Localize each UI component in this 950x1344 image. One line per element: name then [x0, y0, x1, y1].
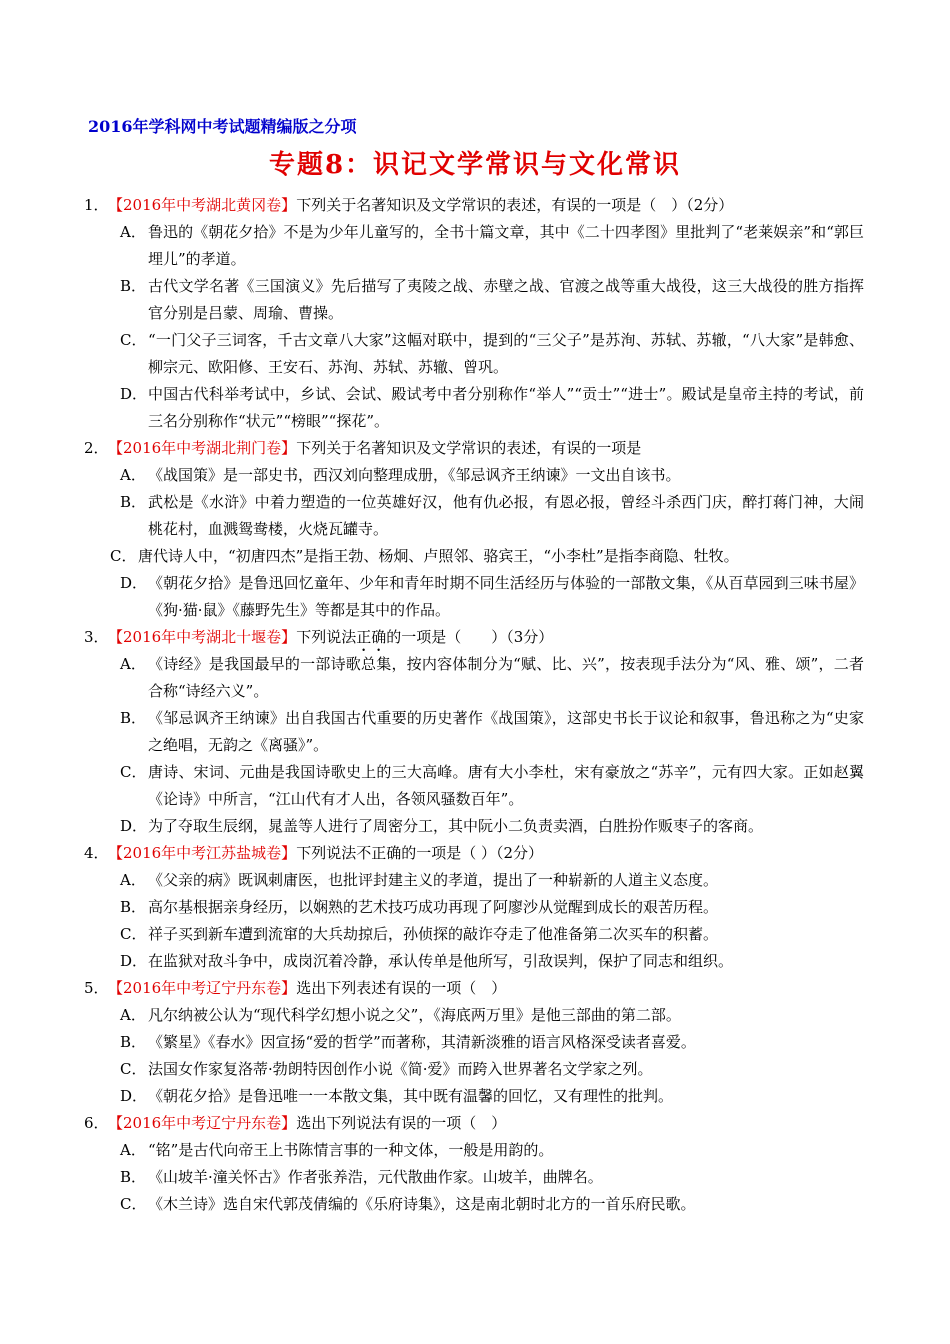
option-text: 《朝花夕拾》是鲁迅唯一一本散文集，其中既有温馨的回忆，又有理性的批判。 [148, 1087, 674, 1105]
option-text: 唐代诗人中，“初唐四杰”是指王勃、杨炯、卢照邻、骆宾王，“小李杜”是指李商隐、牡牧。 [138, 547, 739, 565]
question-text: 下列说法不正确的一项是（ ）（2分） [296, 844, 544, 862]
option-d [0, 1083, 950, 1110]
option-letter: D． [120, 952, 148, 970]
option-text: 古代文学名著《三国演义》先后描写了夷陵之战、赤壁之战、官渡之战等重大战役，这三大战役的胜方指挥官分别是吕蒙、周瑜、曹操。 [148, 277, 864, 322]
option-letter: B． [120, 277, 147, 295]
option-text: 《战国策》是一部史书，西汉刘向整理成册，《邹忌讽齐王纳谏》一文出自该书。 [148, 466, 681, 484]
emphasized-word: 正确 [356, 628, 387, 646]
option-a [0, 1137, 950, 1164]
question-stem [0, 624, 950, 651]
page-title: 专题8：识记文学常识与文化常识 [268, 150, 682, 180]
option-letter: B． [120, 898, 147, 916]
option-text: 《父亲的病》既讽刺庸医，也批评封建主义的孝道，提出了一种崭新的人道主义态度。 [148, 871, 719, 889]
option-letter: C． [120, 925, 147, 943]
question-number: 2． [84, 439, 109, 457]
option-text: 唐诗、宋词、元曲是我国诗歌史上的三大高峰。唐有大小李杜，宋有豪放之“苏辛”，元有四大家。正如赵翼《论诗》中所言，“江山代有才人出，各领风骚数百年”。 [148, 763, 864, 808]
question-stem [0, 840, 950, 867]
option-d [0, 570, 950, 624]
option-b [0, 894, 950, 921]
question-source: 【2016年中考江苏盐城卷】 [108, 844, 297, 862]
option-letter: A． [120, 655, 146, 673]
option-text: 凡尔纳被公认为“现代科学幻想小说之父”，《海底两万里》是他三部曲的第二部。 [148, 1006, 681, 1024]
option-d [0, 381, 950, 435]
option-text: 祥子买到新车遭到流窜的大兵劫掠后，孙侦探的敲诈夺走了他准备第二次买车的积蓄。 [148, 925, 719, 943]
question-source: 【2016年中考湖北十堰卷】 [108, 628, 297, 646]
question-1 [0, 192, 950, 435]
question-number: 5． [84, 979, 109, 997]
option-text: 为了夺取生辰纲，晁盖等人进行了周密分工，其中阮小二负责卖酒，白胜扮作贩枣子的客商。 [148, 817, 764, 835]
option-letter: D． [120, 817, 148, 835]
option-b [0, 1029, 950, 1056]
option-text: 《邹忌讽齐王纳谏》出自我国古代重要的历史著作《战国策》，这部史书长于议论和叙事，鲁迅称之为“史家之绝唱，无韵之《离骚》”。 [148, 709, 864, 754]
option-text: 《山坡羊·潼关怀古》作者张养浩，元代散曲作家。山坡羊，曲牌名。 [148, 1168, 603, 1186]
option-d [0, 948, 950, 975]
option-text: 在监狱对敌斗争中，成岗沉着冷静，承认传单是他所写，引敌误判，保护了同志和组织。 [148, 952, 734, 970]
option-letter: B． [120, 709, 147, 727]
option-letter: B． [120, 1168, 147, 1186]
question-stem [0, 1110, 950, 1137]
option-letter: D． [120, 1087, 148, 1105]
option-letter: D． [120, 574, 148, 592]
question-text: 下列关于名著知识及文学常识的表述，有误的一项是 [296, 439, 642, 457]
question-number: 4． [84, 844, 109, 862]
question-source: 【2016年中考湖北荆门卷】 [108, 439, 297, 457]
question-text: 选出下列说法有误的一项（ ） [296, 1114, 507, 1132]
option-text: 法国女作家复洛蒂·勃朗特因创作小说《简·爱》而跨入世界著名文学家之列。 [148, 1060, 653, 1078]
question-number: 3． [84, 628, 109, 646]
option-letter: A． [120, 1006, 146, 1024]
question-text-tail: 的一项是（ ）（3分） [386, 628, 554, 646]
question-stem [0, 192, 950, 219]
option-a [0, 219, 950, 273]
option-letter: A． [120, 466, 146, 484]
question-stem [0, 975, 950, 1002]
option-text: “铭”是古代向帝王上书陈情言事的一种文体，一般是用韵的。 [148, 1141, 554, 1159]
question-list [0, 192, 950, 1218]
option-letter: C． [110, 547, 137, 565]
question-number: 6． [84, 1114, 109, 1132]
option-c [0, 1191, 950, 1218]
option-c [0, 327, 950, 381]
option-text: “一门父子三词客，千古文章八大家”这幅对联中，提到的“三父子”是苏洵、苏轼、苏辙，“八大家”是韩愈、柳宗元、欧阳修、王安石、苏洵、苏轼、苏辙、曾巩。 [148, 331, 864, 376]
option-b [0, 489, 950, 543]
option-letter: C． [120, 1195, 147, 1213]
option-letter: C． [120, 763, 147, 781]
question-source: 【2016年中考辽宁丹东卷】 [108, 979, 297, 997]
option-text: 《朝花夕拾》是鲁迅回忆童年、少年和青年时期不同生活经历与体验的一部散文集，《从百草园到三味书屋》《狗·猫·鼠》《藤野先生》等都是其中的作品。 [148, 574, 864, 619]
option-text: 《繁星》《春水》因宣扬“爱的哲学”而著称，其清新淡雅的语言风格深受读者喜爱。 [148, 1033, 696, 1051]
question-6 [0, 1110, 950, 1218]
option-a [0, 651, 950, 705]
option-b [0, 705, 950, 759]
option-text: 武松是《水浒》中着力塑造的一位英雄好汉，他有仇必报，有恩必报，曾经斗杀西门庆，醉打蒋门神，大闹桃花村，血溅鸳鸯楼，火烧瓦罐寺。 [148, 493, 864, 538]
option-text: 鲁迅的《朝花夕拾》不是为少年儿童写的，全书十篇文章，其中《二十四孝图》里批判了“老莱娱亲”和“郭巨埋儿”的孝道。 [148, 223, 864, 268]
question-3 [0, 624, 950, 840]
option-c [0, 1056, 950, 1083]
question-number: 1． [84, 196, 109, 214]
option-a [0, 1002, 950, 1029]
option-letter: A． [120, 871, 146, 889]
option-letter: C． [120, 1060, 147, 1078]
question-2 [0, 435, 950, 624]
series-header: 2016年学科网中考试题精编版之分项 [88, 117, 357, 136]
question-source: 【2016年中考湖北黄冈卷】 [108, 196, 297, 214]
option-d [0, 813, 950, 840]
option-a [0, 462, 950, 489]
option-text: 《木兰诗》选自宋代郭茂倩编的《乐府诗集》，这是南北朝时北方的一首乐府民歌。 [148, 1195, 696, 1213]
question-text: 选出下列表述有误的一项（ ） [296, 979, 507, 997]
question-5 [0, 975, 950, 1110]
option-c [0, 921, 950, 948]
question-text: 下列说法 [296, 628, 357, 646]
question-stem [0, 435, 950, 462]
option-text: 《诗经》是我国最早的一部诗歌总集，按内容体制分为“赋、比、兴”，按表现手法分为“风、雅、颂”，二者合称“诗经六义”。 [148, 655, 864, 700]
option-letter: D． [120, 385, 148, 403]
option-b [0, 273, 950, 327]
option-letter: A． [120, 1141, 146, 1159]
question-source: 【2016年中考辽宁丹东卷】 [108, 1114, 297, 1132]
question-4 [0, 840, 950, 975]
option-letter: A． [120, 223, 146, 241]
option-a [0, 867, 950, 894]
option-text: 高尔基根据亲身经历，以娴熟的艺术技巧成功再现了阿廖沙从觉醒到成长的艰苦历程。 [148, 898, 719, 916]
option-b [0, 1164, 950, 1191]
option-letter: B． [120, 493, 147, 511]
option-letter: B． [120, 1033, 147, 1051]
option-text: 中国古代科举考试中，乡试、会试、殿试考中者分别称作“举人”“贡士”“进士”。殿试是皇帝主持的考试，前三名分别称作“状元”“榜眼”“探花”。 [148, 385, 864, 430]
option-c [0, 543, 950, 570]
option-c [0, 759, 950, 813]
question-text: 下列关于名著知识及文学常识的表述，有误的一项是（ ）（2分） [296, 196, 734, 214]
option-letter: C． [120, 331, 147, 349]
